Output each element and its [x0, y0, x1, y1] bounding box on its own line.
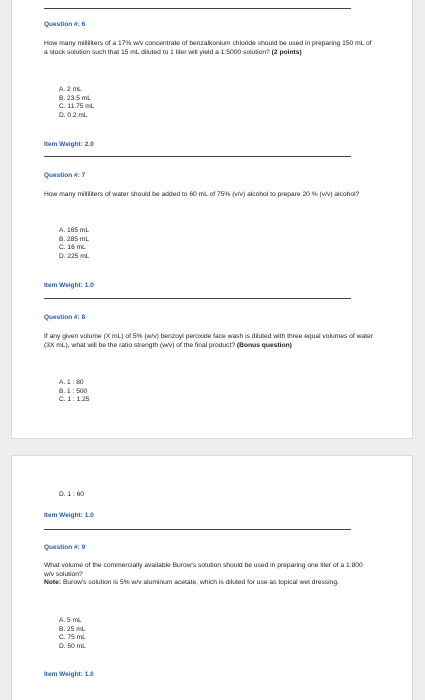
question-card-1: [11, 0, 413, 439]
question-card-2: [11, 455, 413, 700]
item-weight-6: Item Weight: 2.0: [44, 141, 94, 148]
item-weight-8: Item Weight: 1.0: [44, 512, 94, 519]
bonus-label: (Bonus question): [236, 341, 292, 349]
question-text-6: How many milliliters of a 17% w/v concentrate of benzalkonium chloride should be used in preparing 150 mL of a stock solution such that 15 mL diluted to 1 liter will yield a 1:5000 solution? (2 points): [44, 40, 372, 56]
divider: [44, 8, 351, 9]
option-d[interactable]: D. 225 mL: [59, 253, 90, 261]
option-a[interactable]: A. 2 mL: [59, 86, 82, 93]
question-text-9: What volume of the commercially available Burow's solution should be used in preparing one liter of a 1:800 w/v solution? Note: Burow's solution is 5% w/v aluminum acetate, which is diluted for use as topical wet dressing.: [44, 562, 363, 587]
options-list-9: [59, 617, 86, 652]
option-c[interactable]: C. 75 mL: [59, 634, 86, 642]
option-d[interactable]: D. 50 mL: [59, 643, 86, 651]
points-label: (2 points): [271, 48, 302, 56]
question-header-6: [44, 21, 85, 28]
item-weight-value: 1.0: [84, 282, 94, 289]
question-label: Question #:: [44, 21, 80, 28]
option-a[interactable]: A. 5 mL: [59, 617, 82, 624]
option-b[interactable]: B. 1 : 500: [59, 387, 88, 395]
option-c[interactable]: C. 16 mL: [59, 244, 86, 252]
question-number: 7: [81, 172, 86, 179]
options-list-8: [59, 379, 89, 405]
item-weight-9: Item Weight: 1.0: [44, 671, 94, 678]
item-weight-value: 1.0: [84, 512, 94, 519]
option-b[interactable]: B. 285 mL: [59, 235, 90, 243]
question-header-7: [44, 172, 85, 179]
options-list-8-continued: [59, 491, 84, 500]
option-a[interactable]: A. 165 mL: [59, 227, 90, 234]
question-label: Question #:: [44, 314, 80, 321]
question-text-8: If any given volume (X mL) of 5% (w/v) benzoyl peroxide face wash is diluted with three equal volumes of water (3X mL), what will be the ratio strength (w/v) of the final product? (Bonus question): [44, 333, 373, 349]
note-label: Note:: [44, 579, 62, 587]
question-header-9: [44, 544, 85, 551]
item-weight-7: Item Weight: 1.0: [44, 282, 94, 289]
option-a[interactable]: A. 1 : 80: [59, 379, 84, 386]
option-c[interactable]: C. 11.75 mL: [59, 103, 95, 111]
note-text: Burow's solution is 5% w/v aluminum acetate, which is diluted for use as topical wet dressing.: [62, 579, 339, 587]
question-header-8: [44, 314, 85, 321]
options-list-6: [59, 86, 94, 121]
question-number: 6: [81, 21, 86, 28]
option-d[interactable]: D. 0.2 mL: [59, 112, 88, 120]
options-list-7: [59, 227, 89, 262]
divider: [44, 529, 351, 530]
question-number: 8: [81, 314, 86, 321]
question-number: 9: [81, 544, 86, 551]
divider: [44, 298, 351, 299]
option-b[interactable]: B. 25 mL: [59, 625, 86, 633]
option-b[interactable]: B. 23.5 mL: [59, 94, 91, 102]
question-label: Question #:: [44, 172, 80, 179]
divider: [44, 156, 351, 157]
item-weight-value: 1.0: [84, 671, 94, 678]
option-c[interactable]: C. 1 : 1.25: [59, 396, 90, 404]
question-text-7: How many milliliters of water should be added to 60 mL of 75% (v/v) alcohol to prepare 20 % (v/v) alcohol?: [44, 191, 360, 198]
item-weight-value: 2.0: [84, 141, 94, 148]
question-label: Question #:: [44, 544, 80, 551]
option-d[interactable]: D. 1 : 60: [59, 491, 84, 498]
